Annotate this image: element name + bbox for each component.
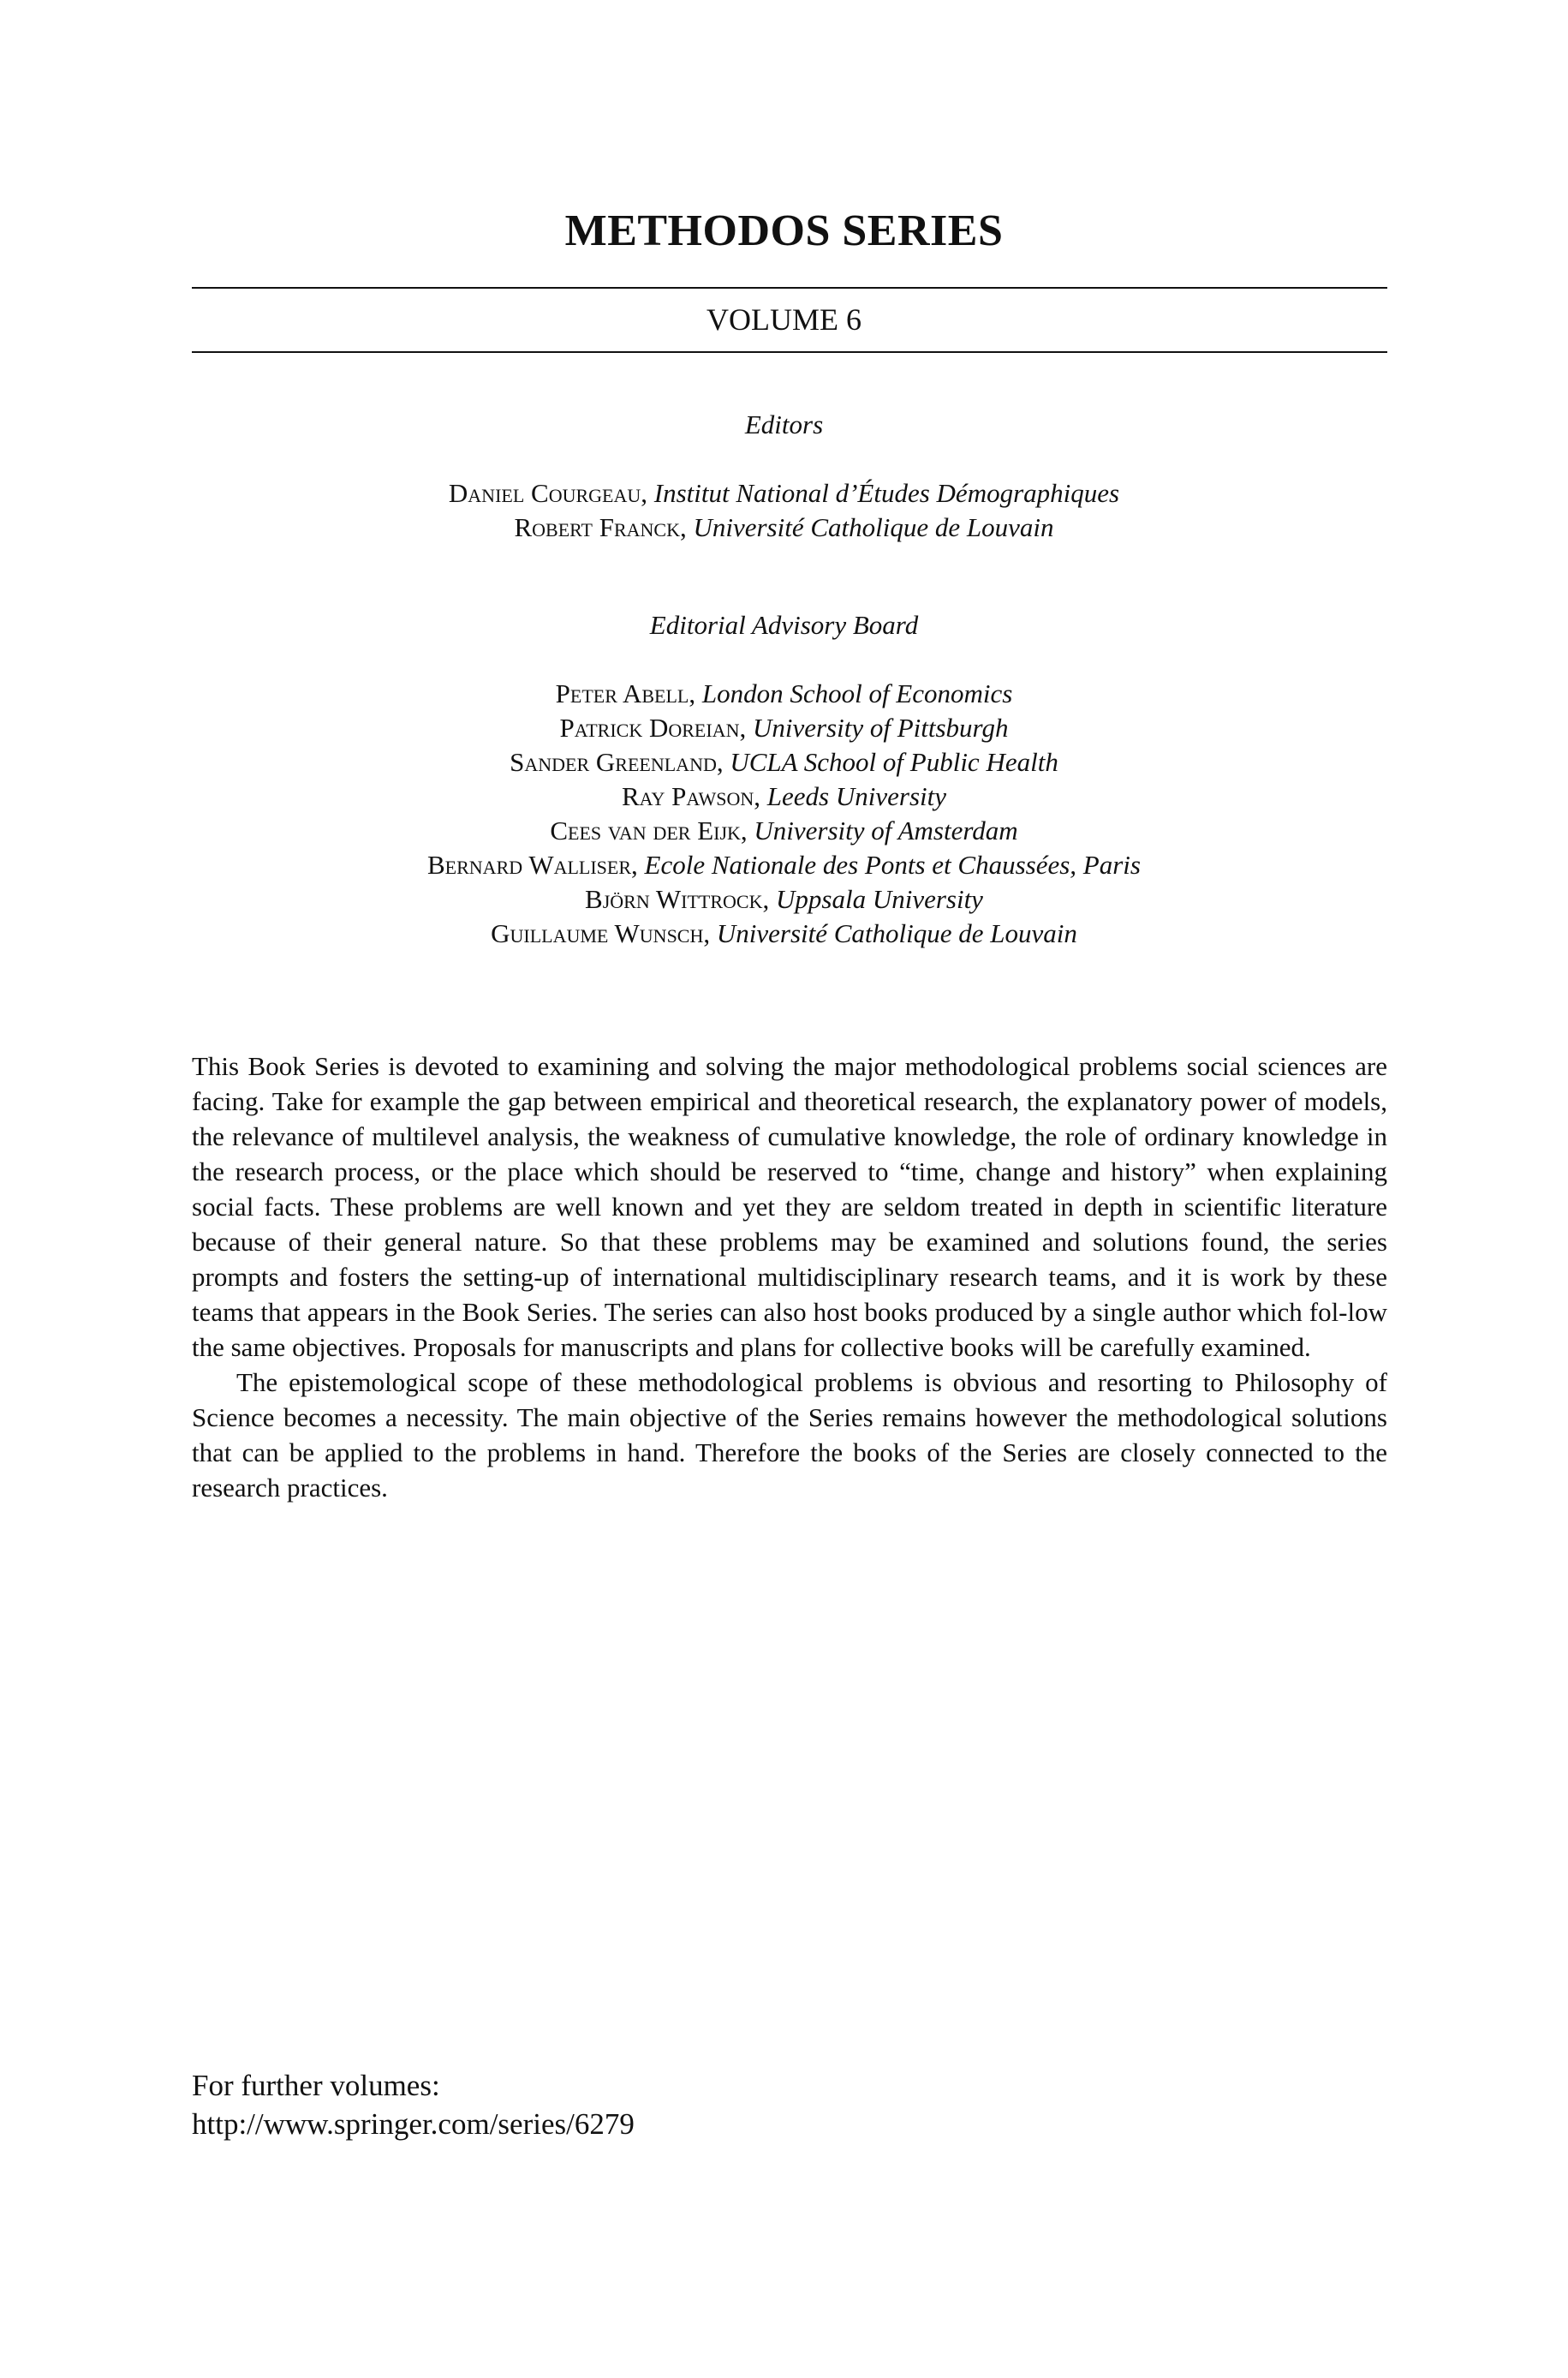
top-rule	[192, 287, 1387, 289]
board-member-name: Patrick Doreian	[559, 713, 740, 743]
editor-entry	[0, 511, 1568, 545]
board-member-name: Cees van der Eijk	[550, 816, 741, 845]
board-member-name: Sander Greenland	[510, 747, 717, 777]
series-url: http://www.springer.com/series/6279	[192, 2107, 635, 2141]
board-heading: Editorial Advisory Board	[649, 610, 919, 640]
board-list	[0, 677, 1568, 951]
board-member-entry	[0, 917, 1568, 951]
volume-label: VOLUME 6	[706, 302, 862, 337]
description-paragraph: This Book Series is devoted to examining and solving the major methodological problems social sciences are facing. Take for example the gap between empirical and theoretical research, the explanatory power of models, the relevance of multilevel analysis, the weakness of cumulative knowledge, the role of ordinary knowledge in the research process, or the place which should be reserved to “time, change and history” when explaining social facts. These problems are well known and yet they are seldom treated in depth in scientific literature because of their general nature. So that these problems may be examined and solutions found, the series prompts and fosters the setting-up of international multidisciplinary research teams, and it is work by these teams that appears in the Book Series. The series can also host books produced by a single author which fol-low the same objectives. Proposals for manuscripts and plans for collective books will be carefully examined.	[192, 1051, 1387, 1362]
separator: ,	[679, 512, 694, 542]
board-member-name: Björn Wittrock	[585, 884, 763, 914]
editor-affiliation: Institut National d’Études Démographiques	[653, 478, 1120, 508]
editors-list	[0, 476, 1568, 545]
editor-entry	[0, 476, 1568, 511]
separator: ,	[716, 747, 730, 777]
series-description	[192, 1049, 1387, 1505]
separator: ,	[641, 478, 654, 508]
footer	[192, 2066, 635, 2143]
editor-name: Robert Franck	[514, 512, 680, 542]
board-member-entry	[0, 848, 1568, 882]
board-member-affiliation: University of Pittsburgh	[752, 713, 1009, 743]
board-member-affiliation: Uppsala University	[776, 884, 983, 914]
description-paragraph: The epistemological scope of these methodological problems is obvious and resorting to Philosophy of Science becomes a necessity. The main objective of the Series remains however the methodological solutions that can be applied to the problems in hand. Therefore the books of the Series are closely connected to the research practices.	[192, 1367, 1387, 1503]
board-member-entry	[0, 745, 1568, 780]
board-member-affiliation: London School of Economics	[701, 678, 1013, 708]
board-member-entry	[0, 882, 1568, 917]
board-member-name: Bernard Walliser	[427, 850, 632, 880]
board-member-affiliation: University of Amsterdam	[754, 816, 1018, 845]
board-member-entry	[0, 780, 1568, 814]
further-volumes-label: For further volumes:	[192, 2069, 440, 2102]
board-section-heading	[0, 608, 1568, 642]
series-title: METHODOS SERIES	[564, 206, 1004, 255]
separator: ,	[689, 678, 702, 708]
board-member-affiliation: Université Catholique de Louvain	[716, 918, 1077, 948]
editors-section-heading	[0, 408, 1568, 442]
separator: ,	[703, 918, 717, 948]
board-member-entry	[0, 814, 1568, 848]
board-member-name: Ray Pawson	[621, 781, 754, 811]
separator: ,	[631, 850, 645, 880]
board-member-entry	[0, 677, 1568, 711]
separator: ,	[740, 816, 754, 845]
editor-affiliation: Université Catholique de Louvain	[693, 512, 1054, 542]
bottom-rule	[192, 351, 1387, 353]
board-member-name: Guillaume Wunsch	[491, 918, 704, 948]
separator: ,	[762, 884, 776, 914]
board-member-affiliation: Leeds University	[766, 781, 947, 811]
board-member-entry	[0, 711, 1568, 745]
editor-name: Daniel Courgeau	[448, 478, 641, 508]
separator: ,	[754, 781, 767, 811]
board-member-affiliation: Ecole Nationale des Ponts et Chaussées, Paris	[644, 850, 1141, 880]
board-member-affiliation: UCLA School of Public Health	[730, 747, 1058, 777]
separator: ,	[739, 713, 753, 743]
editors-heading: Editors	[744, 409, 824, 439]
board-member-name: Peter Abell	[555, 678, 689, 708]
